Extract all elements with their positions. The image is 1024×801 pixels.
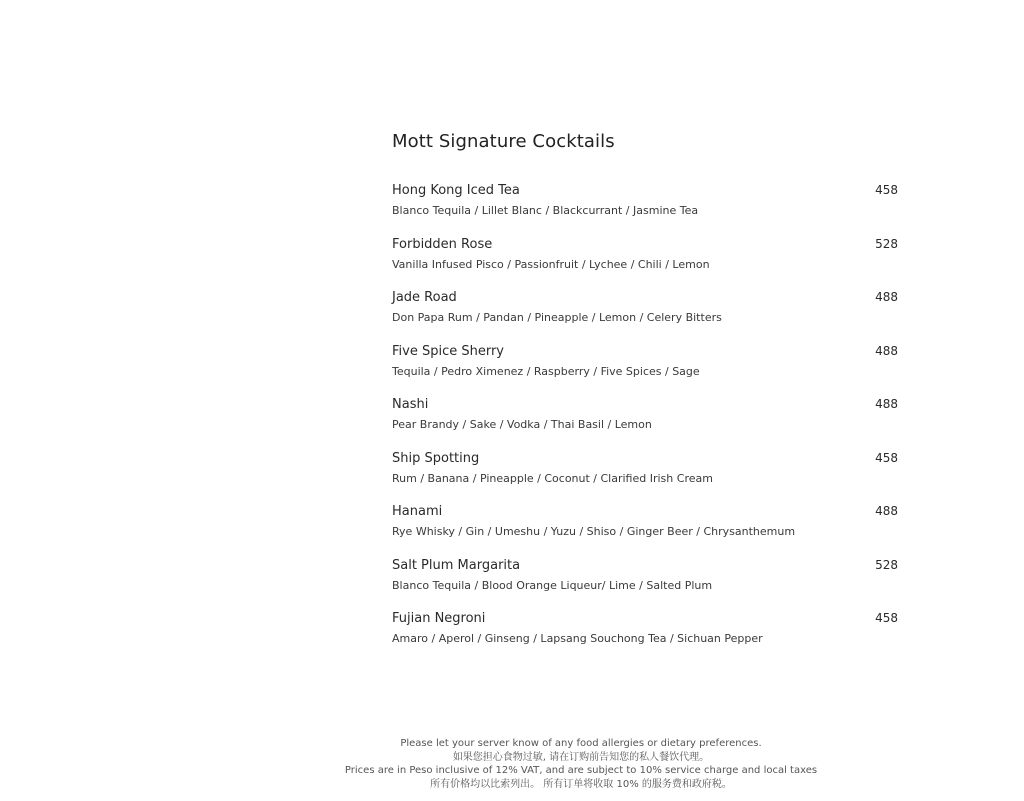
footer-notes (300, 737, 862, 791)
pricing-note-zh: 所有价格均以比索列出。 所有订单将收取 10% 的服务费和政府税。 (430, 778, 732, 790)
item-description: Blanco Tequila / Lillet Blanc / Blackcurrant / Jasmine Tea (392, 204, 699, 217)
menu-item (392, 343, 898, 397)
allergy-note-zh: 如果您担心食物过敏, 请在订购前告知您的私人餐饮代理。 (452, 751, 710, 763)
item-name: Nashi (392, 397, 429, 412)
item-price: 458 (875, 611, 898, 625)
item-price: 488 (875, 397, 898, 411)
pricing-note-en: Prices are in Peso inclusive of 12% VAT, and are subject to 10% service charge and local taxes (344, 765, 818, 776)
item-price: 488 (875, 504, 898, 518)
menu-item (392, 182, 898, 236)
menu-item (392, 450, 898, 504)
item-name: Five Spice Sherry (392, 343, 505, 359)
item-price: 528 (875, 557, 898, 572)
item-description: Vanilla Infused Pisco / Passionfruit / Lychee / Chili / Lemon (392, 257, 710, 271)
item-name: Fujian Negroni (392, 611, 486, 626)
item-price: 528 (875, 236, 898, 251)
item-name: Salt Plum Margarita (392, 557, 521, 573)
item-name: Hong Kong Iced Tea (392, 183, 520, 198)
item-description: Blanco Tequila / Blood Orange Liqueur/ Lime / Salted Plum (392, 578, 713, 592)
item-name: Hanami (392, 504, 443, 519)
item-description: Rye Whisky / Gin / Umeshu / Yuzu / Shiso / Ginger Beer / Chrysanthemum (392, 525, 796, 538)
menu-item (392, 503, 898, 557)
item-description: Tequila / Pedro Ximenez / Raspberry / Five Spices / Sage (392, 364, 700, 378)
item-description: Rum / Banana / Pineapple / Coconut / Clarified Irish Cream (392, 471, 713, 485)
menu-title: Mott Signature Cocktails (392, 131, 615, 152)
menu-item (392, 557, 898, 611)
item-name: Forbidden Rose (392, 236, 493, 252)
item-description: Pear Brandy / Sake / Vodka / Thai Basil / Lemon (392, 418, 652, 431)
menu-item (392, 396, 898, 450)
menu-item (392, 610, 898, 664)
item-name: Ship Spotting (392, 450, 480, 466)
menu-item (392, 236, 898, 290)
cocktail-menu (392, 130, 898, 664)
item-description: Don Papa Rum / Pandan / Pineapple / Lemon / Celery Bitters (392, 311, 722, 324)
item-description: Amaro / Aperol / Ginseng / Lapsang Souchong Tea / Sichuan Pepper (392, 632, 763, 645)
item-price: 458 (875, 183, 898, 197)
item-price: 488 (875, 290, 898, 304)
item-price: 458 (875, 450, 898, 465)
item-name: Jade Road (392, 290, 457, 305)
menu-item (392, 289, 898, 343)
allergy-note-en: Please let your server know of any food allergies or dietary preferences. (400, 738, 762, 749)
item-price: 488 (875, 343, 898, 358)
